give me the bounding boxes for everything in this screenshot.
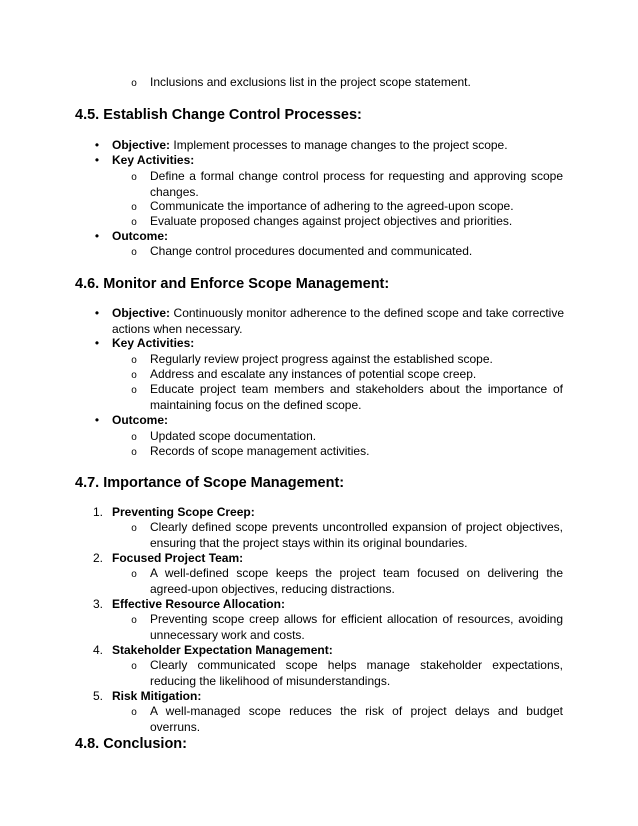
circle-bullet-icon: o <box>131 217 137 228</box>
item-number: 1. <box>93 505 104 519</box>
section-heading-4-6: 4.6. Monitor and Enforce Scope Management: <box>75 276 390 292</box>
activities-item <box>94 153 564 169</box>
item-number: 5. <box>93 689 104 703</box>
numbered-item <box>93 505 564 521</box>
item-title: Focused Project Team: <box>112 551 244 565</box>
circle-bullet-icon: o <box>131 385 137 396</box>
item-title: Stakeholder Expectation Management: <box>112 643 333 657</box>
circle-bullet-icon: o <box>131 370 137 381</box>
list-item-text: Records of scope management activities. <box>150 444 370 458</box>
item-title: Effective Resource Allocation: <box>112 597 285 611</box>
item-number: 4. <box>93 643 104 657</box>
list-item <box>131 429 563 445</box>
list-item-text: Communicate the importance of adhering to the agreed-upon scope. <box>150 199 514 213</box>
list-item-text: Change control procedures documented and communicated. <box>150 244 473 258</box>
list-item <box>131 444 563 460</box>
list-item-text: Define a formal change control process for requesting and approving scope changes. <box>150 169 563 199</box>
circle-bullet-icon: o <box>131 202 137 213</box>
list-item-text: Educate project team members and stakeholders about the importance of maintaining focus on the defined scope. <box>150 382 563 412</box>
round-bullet-icon: • <box>94 306 100 320</box>
list-item <box>131 566 563 597</box>
circle-bullet-icon: o <box>131 615 137 626</box>
list-item-text: Updated scope documentation. <box>150 429 317 443</box>
list-item <box>131 612 563 643</box>
item-number: 2. <box>93 551 104 565</box>
outcome-item <box>94 229 564 245</box>
circle-bullet-icon: o <box>131 523 137 534</box>
list-item <box>131 520 563 551</box>
circle-bullet-icon: o <box>131 707 137 718</box>
activities-item <box>94 336 564 352</box>
round-bullet-icon: • <box>94 153 100 167</box>
list-item <box>131 169 563 200</box>
circle-bullet-icon: o <box>131 447 137 458</box>
outcome-label: Outcome: <box>112 229 169 243</box>
list-item <box>131 352 563 368</box>
section-heading-4-5: 4.5. Establish Change Control Processes: <box>75 107 362 123</box>
numbered-item <box>93 689 564 705</box>
objective-item <box>94 138 564 154</box>
list-item-text: A well-managed scope reduces the risk of project delays and budget overruns. <box>150 704 563 734</box>
list-item <box>131 244 563 260</box>
objective-label: Objective: <box>112 306 171 320</box>
list-item <box>131 75 563 91</box>
numbered-item <box>93 643 564 659</box>
round-bullet-icon: • <box>94 229 100 243</box>
numbered-item <box>93 597 564 613</box>
list-item-text: A well-defined scope keeps the project team focused on delivering the agreed-upon objectives, reducing distractions. <box>150 566 563 596</box>
list-item-text: Inclusions and exclusions list in the project scope statement. <box>150 75 471 89</box>
round-bullet-icon: • <box>94 413 100 427</box>
list-item <box>131 367 563 383</box>
circle-bullet-icon: o <box>131 78 137 89</box>
list-item-text: Evaluate proposed changes against project objectives and priorities. <box>150 214 513 228</box>
numbered-item <box>93 551 564 567</box>
list-item <box>131 214 563 230</box>
objective-text: Continuously monitor adherence to the defined scope and take corrective actions when necessary. <box>112 306 564 336</box>
list-item-text: Address and escalate any instances of potential scope creep. <box>150 367 477 381</box>
objective-text: Implement processes to manage changes to the project scope. <box>173 138 508 152</box>
list-item <box>131 704 563 735</box>
circle-bullet-icon: o <box>131 247 137 258</box>
list-item-text: Regularly review project progress against the established scope. <box>150 352 493 366</box>
objective-item <box>94 306 564 337</box>
item-number: 3. <box>93 597 104 611</box>
outcome-label: Outcome: <box>112 413 169 427</box>
section-heading-4-8: 4.8. Conclusion: <box>75 736 187 752</box>
circle-bullet-icon: o <box>131 172 137 183</box>
list-item <box>131 658 563 689</box>
objective-label: Objective: <box>112 138 171 152</box>
list-item-text: Clearly communicated scope helps manage stakeholder expectations, reducing the likelihood of misunderstandings. <box>150 658 563 688</box>
item-title: Risk Mitigation: <box>112 689 202 703</box>
list-item-text: Clearly defined scope prevents uncontrolled expansion of project objectives, ensuring that the project stays within its original boundaries. <box>150 520 563 550</box>
circle-bullet-icon: o <box>131 432 137 443</box>
outcome-item <box>94 413 564 429</box>
list-item <box>131 199 563 215</box>
item-title: Preventing Scope Creep: <box>112 505 255 519</box>
activities-label: Key Activities: <box>112 336 195 350</box>
circle-bullet-icon: o <box>131 355 137 366</box>
circle-bullet-icon: o <box>131 569 137 580</box>
activities-label: Key Activities: <box>112 153 195 167</box>
round-bullet-icon: • <box>94 336 100 350</box>
section-heading-4-7: 4.7. Importance of Scope Management: <box>75 475 345 491</box>
circle-bullet-icon: o <box>131 661 137 672</box>
list-item-text: Preventing scope creep allows for efficient allocation of resources, avoiding unnecessary work and costs. <box>150 612 563 642</box>
list-item <box>131 382 563 413</box>
round-bullet-icon: • <box>94 138 100 152</box>
